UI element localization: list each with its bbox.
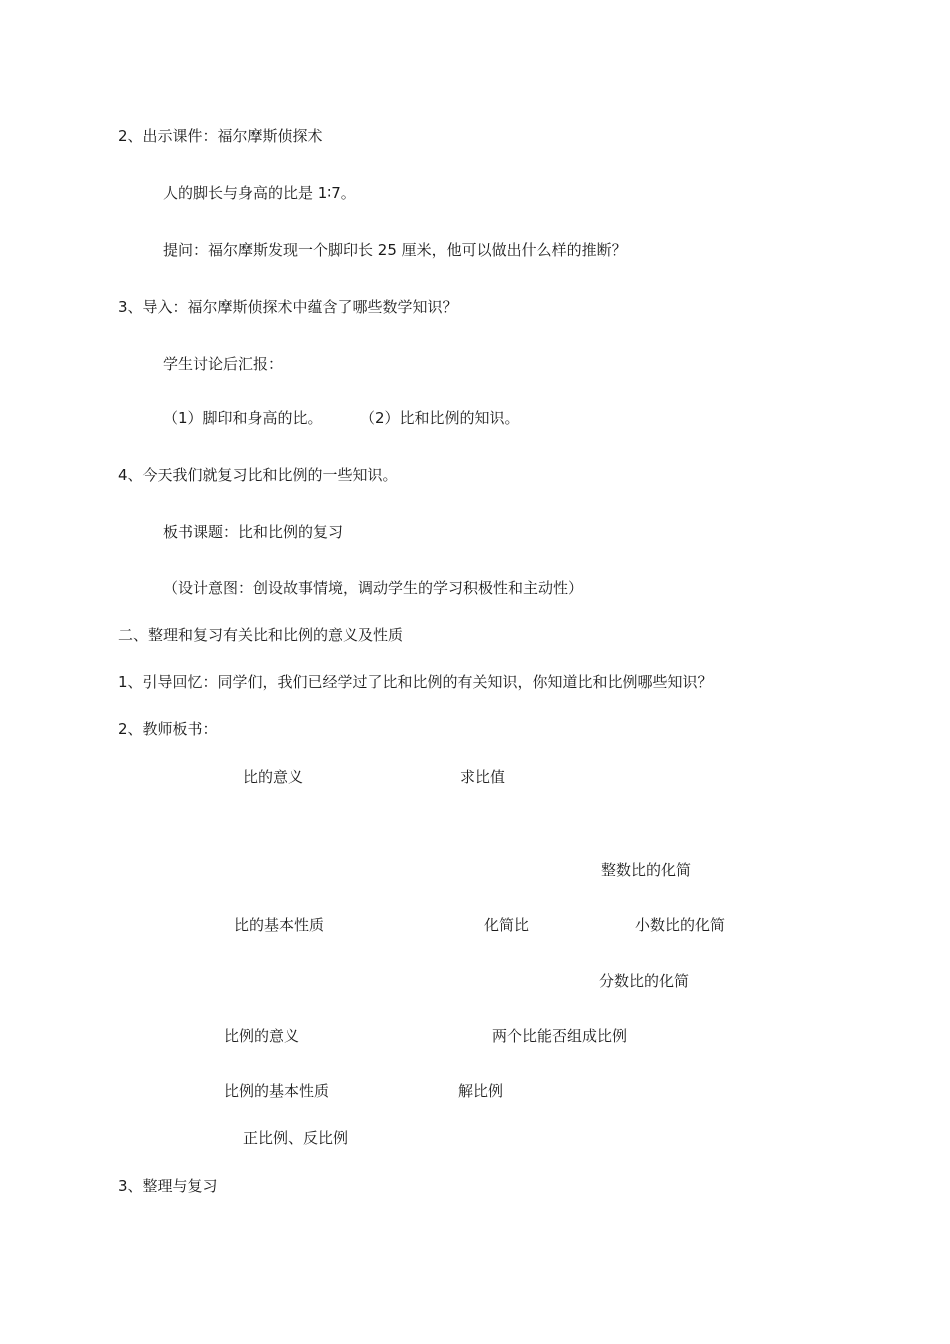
design-intent: （设计意图：创设故事情境，调动学生的学习积极性和主动性） (163, 579, 584, 597)
item-2-show-courseware: 2、出示课件：福尔摩斯侦探术 (118, 127, 323, 145)
report-point-1: （1）脚印和身高的比。 (163, 409, 323, 427)
board-integer-simplify: 整数比的化简 (601, 861, 692, 879)
board-proportion-meaning: 比例的意义 (224, 1027, 300, 1045)
board-proportion-basic-property: 比例的基本性质 (224, 1082, 330, 1100)
item-3-introduction: 3、导入：福尔摩斯侦探术中蕴含了哪些数学知识？ (118, 298, 458, 316)
board-simplify-ratio: 化简比 (484, 916, 530, 934)
foot-height-ratio-text: 人的脚长与身高的比是 1∶7。 (163, 184, 356, 202)
board-decimal-simplify: 小数比的化简 (635, 916, 726, 934)
board-ratio-value: 求比值 (460, 768, 506, 786)
board-ratio-basic-property: 比的基本性质 (234, 916, 325, 934)
board-ratio-meaning: 比的意义 (243, 768, 304, 786)
board-two-ratios-form: 两个比能否组成比例 (492, 1027, 628, 1045)
report-point-2: （2）比和比例的知识。 (360, 409, 520, 427)
student-report-label: 学生讨论后汇报： (163, 355, 284, 373)
board-topic: 板书课题：比和比例的复习 (163, 523, 344, 541)
item-4-today-review: 4、今天我们就复习比和比例的一些知识。 (118, 466, 398, 484)
item-3-organize-review: 3、整理与复习 (118, 1177, 218, 1195)
item-2-teacher-board: 2、教师板书： (118, 720, 218, 738)
section-2-heading: 二、整理和复习有关比和比例的意义及性质 (118, 626, 404, 644)
board-direct-inverse: 正比例、反比例 (243, 1129, 349, 1147)
question-text: 提问：福尔摩斯发现一个脚印长 25 厘米，他可以做出什么样的推断？ (163, 241, 627, 259)
board-solve-proportion: 解比例 (458, 1082, 504, 1100)
board-fraction-simplify: 分数比的化简 (599, 972, 690, 990)
item-1-guided-recall: 1、引导回忆：同学们，我们已经学过了比和比例的有关知识，你知道比和比例哪些知识？ (118, 673, 713, 691)
